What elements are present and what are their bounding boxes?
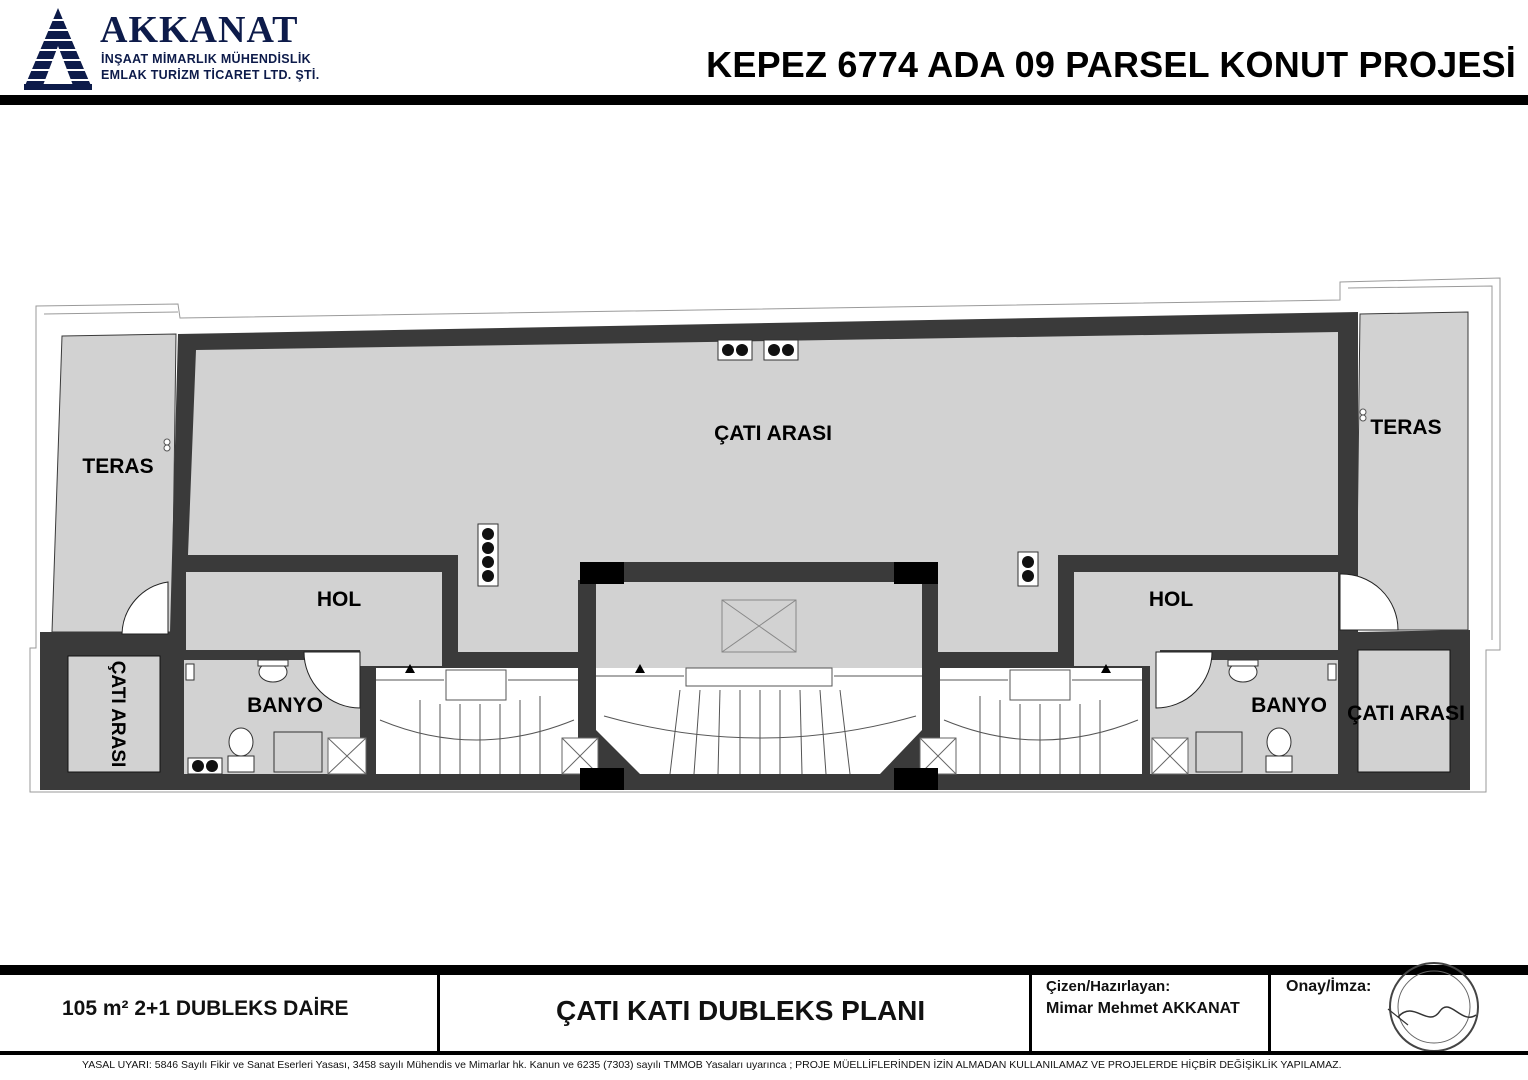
stair-left <box>376 668 578 774</box>
drawn-by-label: Çizen/Hazırlayan: <box>1046 978 1171 995</box>
brand-subtitle-line1: İNŞAAT MİMARLIK MÜHENDİSLİK <box>101 52 311 66</box>
stair-right <box>940 668 1142 774</box>
label-attic-left: ÇATI ARASI <box>107 660 128 768</box>
label-terrace-left: TERAS <box>82 455 154 478</box>
unit-area-type: 105 m² 2+1 DUBLEKS DAİRE <box>62 997 349 1020</box>
label-hall-left: HOL <box>316 588 362 611</box>
legal-notice: YASAL UYARI: 5846 Sayılı Fikir ve Sanat Eserleri Yasası, 3458 sayılı Mühendis ve Mimarlar hk. Kanun ve 6235 (7303) sayılı TMMOB Yasaları uyarınca ; PROJE MÜELLİFLERİNDEN İZİN ALMADAN KULLANILAMAZ VE PROJELERDE HİÇBİR DEĞİŞİKLİK YAPILAMAZ. <box>82 1059 1342 1071</box>
label-attic-right: ÇATI ARASI <box>1347 702 1465 725</box>
label-bathroom-left: BANYO <box>247 694 323 717</box>
stair-center <box>596 668 922 774</box>
title-block-separator <box>1268 975 1271 1051</box>
brand-name: AKKANAT <box>100 9 299 51</box>
floor-plan <box>0 260 1528 820</box>
label-terrace-right: TERAS <box>1370 416 1442 439</box>
architect-stamp-icon <box>1378 959 1486 1059</box>
landing-center <box>596 582 922 668</box>
page-header <box>0 0 1528 106</box>
label-bathroom-right: BANYO <box>1251 694 1327 717</box>
drawn-by-name: Mimar Mehmet AKKANAT <box>1046 1000 1240 1017</box>
title-block-separator <box>1029 975 1032 1051</box>
title-block <box>0 965 1528 1080</box>
header-divider <box>0 95 1528 105</box>
label-attic-main: ÇATI ARASI <box>714 422 832 445</box>
project-title: KEPEZ 6774 ADA 09 PARSEL KONUT PROJESİ <box>706 44 1516 85</box>
title-block-bottom-rule <box>0 1051 1528 1055</box>
title-block-separator <box>437 975 440 1051</box>
terrace-right <box>1356 312 1468 630</box>
label-hall-right: HOL <box>1148 588 1194 611</box>
plan-title: ÇATI KATI DUBLEKS PLANI <box>556 995 926 1026</box>
brand-subtitle-line2: EMLAK TURİZM TİCARET LTD. ŞTİ. <box>101 68 320 82</box>
title-block-top-rule <box>0 965 1528 975</box>
approval-label: Onay/İmza: <box>1286 978 1372 995</box>
company-logo-icon <box>22 6 94 90</box>
